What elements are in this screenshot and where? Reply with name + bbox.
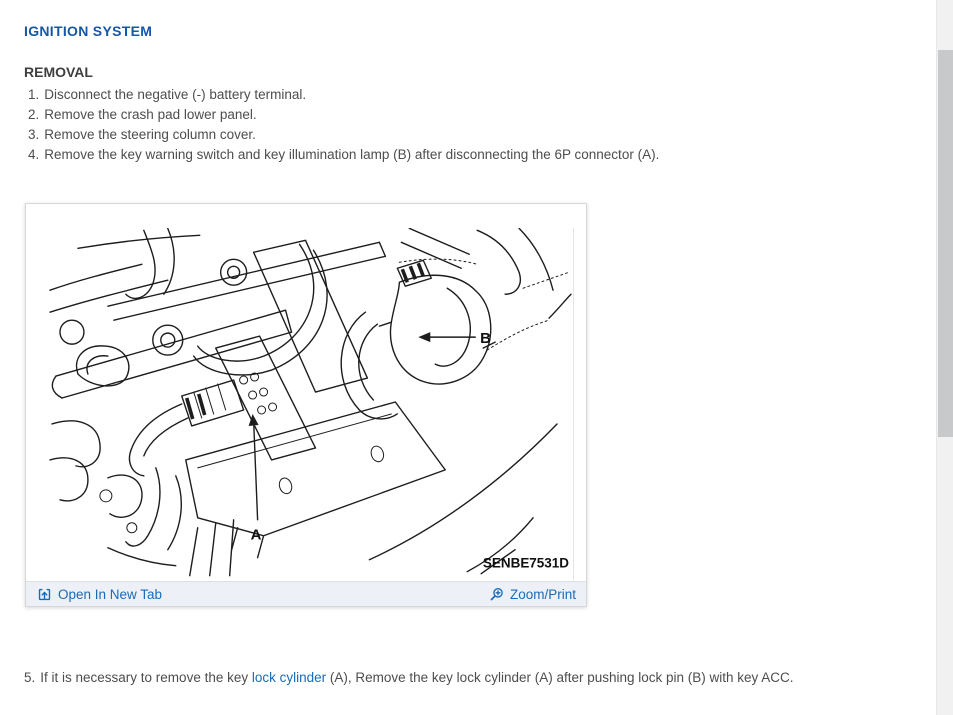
page-title: IGNITION SYSTEM: [24, 23, 153, 39]
figure-panel: [25, 203, 587, 607]
vertical-scrollbar-thumb[interactable]: [938, 50, 953, 437]
open-in-new-tab-icon: [37, 587, 52, 602]
step-number: 2.: [28, 107, 40, 122]
step-text: Remove the steering column cover.: [44, 127, 256, 142]
figure-footer-bar: [26, 581, 586, 606]
callout-label-b: B: [480, 330, 491, 348]
step-item-5: [24, 670, 924, 685]
callout-label-a: A: [250, 526, 262, 544]
step-item-3: [24, 125, 924, 145]
zoom-print-link[interactable]: [489, 587, 576, 602]
step-item-2: [24, 105, 924, 125]
step-number: 1.: [28, 87, 40, 102]
zoom-in-icon: [489, 587, 504, 602]
step-number: 5.: [24, 670, 36, 685]
step-number: 3.: [28, 127, 40, 142]
figure-image: [26, 204, 586, 582]
step-number: 4.: [28, 147, 40, 162]
vertical-scrollbar-track[interactable]: [936, 0, 953, 715]
open-in-new-tab-link[interactable]: [37, 587, 162, 602]
step-item-4: [24, 145, 924, 165]
step-item-1: [24, 85, 924, 105]
article-content: [24, 0, 924, 165]
step-text: Remove the crash pad lower panel.: [44, 107, 257, 122]
removal-steps-list: [24, 85, 924, 165]
open-in-new-tab-label: Open In New Tab: [58, 586, 163, 602]
zoom-print-label: Zoom/Print: [509, 586, 576, 602]
steering-column-diagram: [48, 228, 574, 580]
step-text-after: (A), Remove the key lock cylinder (A) after pushing lock pin (B) with key ACC.: [326, 670, 794, 685]
step-text-before: If it is necessary to remove the key: [40, 670, 252, 685]
step-text: Remove the key warning switch and key illumination lamp (B) after disconnecting the 6P connector (A).: [44, 147, 660, 162]
section-title-removal: REMOVAL: [24, 64, 93, 80]
step-text: Disconnect the negative (-) battery terminal.: [44, 87, 307, 102]
lock-cylinder-link[interactable]: lock cylinder: [251, 670, 327, 685]
figure-code: SENBE7531D: [482, 555, 570, 571]
